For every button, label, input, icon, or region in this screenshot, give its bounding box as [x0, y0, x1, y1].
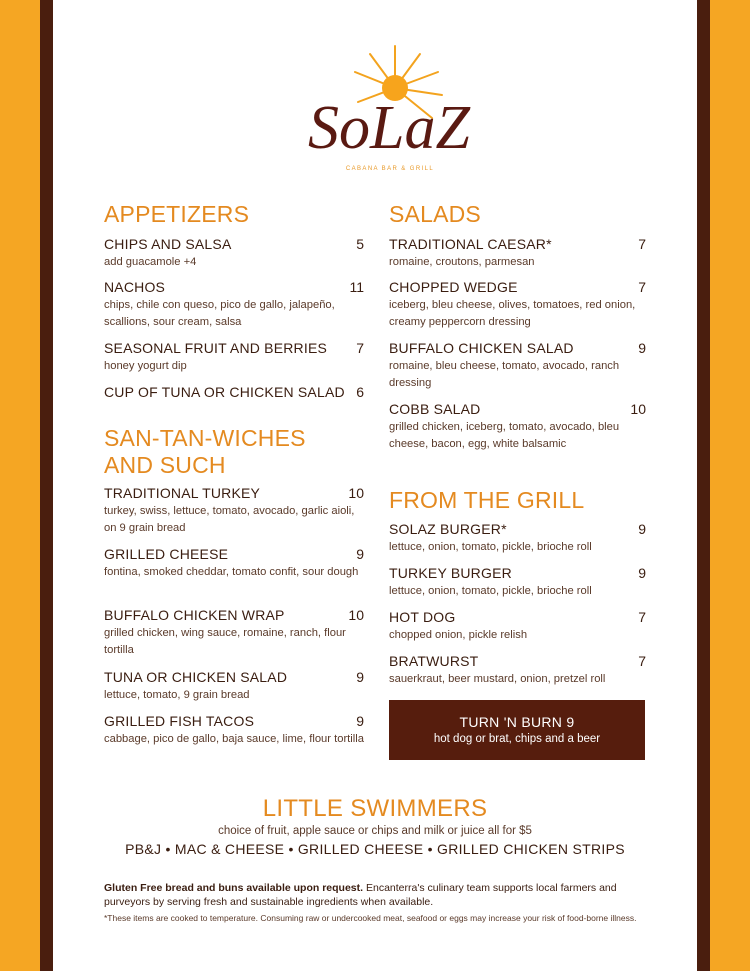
- little-swimmers-description: choice of fruit, apple sauce or chips and milk or juice all for $5: [218, 825, 532, 837]
- item-name: BRATWURST: [389, 653, 479, 669]
- item-name: CHOPPED WEDGE: [389, 279, 518, 295]
- item-description: lettuce, onion, tomato, pickle, brioche roll: [389, 541, 592, 553]
- appetizers-heading: APPETIZERS: [104, 201, 250, 227]
- item-price: 10: [348, 607, 364, 623]
- item-description: grilled chicken, iceberg, tomato, avocado, bleu cheese, bacon, egg, white balsamic: [389, 421, 620, 450]
- menu-item: [104, 713, 364, 748]
- item-description: chips, chile con queso, pico de gallo, jalapeño, scallions, sour cream, salsa: [104, 299, 335, 328]
- item-name: COBB SALAD: [389, 401, 481, 417]
- item-price: 7: [356, 340, 364, 356]
- item-description: lettuce, tomato, 9 grain bread: [104, 689, 250, 701]
- turn-n-burn-box: [389, 700, 645, 760]
- item-price: 9: [638, 340, 646, 356]
- little-swimmers-heading: LITTLE SWIMMERS: [262, 795, 488, 822]
- item-price: 10: [630, 401, 646, 417]
- gluten-free-notice: [104, 881, 664, 909]
- item-name: NACHOS: [104, 279, 166, 295]
- item-name: TUNA OR CHICKEN SALAD: [104, 669, 288, 685]
- little-swimmers-items: PB&J • MAC & CHEESE • GRILLED CHEESE • GRILLED CHICKEN STRIPS: [125, 841, 625, 857]
- menu-item: [104, 236, 364, 271]
- menu-item: [389, 401, 646, 453]
- menu-item: [389, 521, 646, 556]
- item-description: iceberg, bleu cheese, olives, tomatoes, red onion, creamy peppercorn dressing: [389, 299, 636, 328]
- notice-text: Encanterra's culinary team supports local farmers and purveyors by serving fresh and sustainable ingredients when available.: [104, 882, 617, 908]
- item-description: lettuce, onion, tomato, pickle, brioche roll: [389, 585, 592, 597]
- notice-bold: Gluten Free bread and buns available upon request.: [104, 882, 364, 894]
- item-name: BUFFALO CHICKEN SALAD: [389, 340, 574, 356]
- grill-heading: FROM THE GRILL: [389, 487, 585, 513]
- item-name: GRILLED CHEESE: [104, 546, 229, 562]
- item-name: SEASONAL FRUIT AND BERRIES: [104, 340, 328, 356]
- item-price: 7: [638, 279, 646, 295]
- item-description: add guacamole +4: [104, 256, 197, 268]
- item-name: TURKEY BURGER: [389, 565, 512, 581]
- item-description: grilled chicken, wing sauce, romaine, ranch, flour tortilla: [104, 627, 346, 656]
- item-description: fontina, smoked cheddar, tomato confit, sour dough: [104, 566, 359, 578]
- item-name: GRILLED FISH TACOS: [104, 713, 255, 729]
- item-price: 9: [356, 546, 364, 562]
- item-description: turkey, swiss, lettuce, tomato, avocado, garlic aioli, on 9 grain bread: [104, 505, 355, 534]
- item-name: BUFFALO CHICKEN WRAP: [104, 607, 285, 623]
- turn-n-burn-description: hot dog or brat, chips and a beer: [433, 733, 601, 745]
- menu-item: [389, 236, 646, 271]
- turn-n-burn-title: TURN 'N BURN 9: [459, 714, 575, 730]
- logo-tagline: CABANA BAR & GRILL: [345, 166, 435, 172]
- menu-item: [389, 653, 646, 688]
- item-description: chopped onion, pickle relish: [389, 629, 528, 641]
- menu-item: [104, 485, 364, 537]
- food-safety-disclaimer: *These items are cooked to temperature. Consuming raw or undercooked meat, seafood or eggs may increase your risk of food-borne illness.: [104, 913, 637, 923]
- logo-wordmark: SoLaZ: [308, 94, 470, 162]
- item-description: cabbage, pico de gallo, baja sauce, lime, flour tortilla: [104, 733, 364, 745]
- item-description: romaine, croutons, parmesan: [389, 256, 535, 268]
- menu-item: [389, 279, 646, 331]
- item-description: honey yogurt dip: [104, 360, 187, 372]
- sandwiches-heading-line2: AND SUCH: [104, 452, 226, 478]
- salads-heading: SALADS: [389, 201, 481, 227]
- item-price: 7: [638, 236, 646, 252]
- menu-item: [104, 546, 364, 581]
- item-price: 9: [638, 565, 646, 581]
- item-price: 7: [638, 653, 646, 669]
- item-price: 7: [638, 609, 646, 625]
- item-price: 6: [356, 384, 364, 400]
- menu-item: [389, 609, 646, 644]
- item-price: 10: [348, 485, 364, 501]
- item-name: CUP OF TUNA OR CHICKEN SALAD: [104, 384, 345, 400]
- menu-item: [104, 669, 364, 704]
- item-description: sauerkraut, beer mustard, onion, pretzel roll: [389, 673, 606, 685]
- item-name: TRADITIONAL CAESAR*: [389, 236, 552, 252]
- item-price: 9: [638, 521, 646, 537]
- item-name: HOT DOG: [389, 609, 456, 625]
- sandwiches-heading: [104, 425, 306, 479]
- menu-item: [104, 279, 364, 331]
- item-price: 11: [349, 279, 364, 295]
- item-price: 5: [356, 236, 364, 252]
- sandwiches-heading-line1: SAN-TAN-WICHES: [104, 425, 306, 451]
- item-price: 9: [356, 713, 364, 729]
- menu-item: [104, 607, 364, 659]
- menu-item: [389, 340, 646, 392]
- item-name: CHIPS AND SALSA: [104, 236, 232, 252]
- menu-item: [389, 565, 646, 600]
- item-name: TRADITIONAL TURKEY: [104, 485, 261, 501]
- item-description: romaine, bleu cheese, tomato, avocado, ranch dressing: [389, 360, 620, 389]
- menu-item: [104, 340, 364, 375]
- item-price: 9: [356, 669, 364, 685]
- item-name: SOLAZ BURGER*: [389, 521, 507, 537]
- menu-item: [104, 384, 364, 401]
